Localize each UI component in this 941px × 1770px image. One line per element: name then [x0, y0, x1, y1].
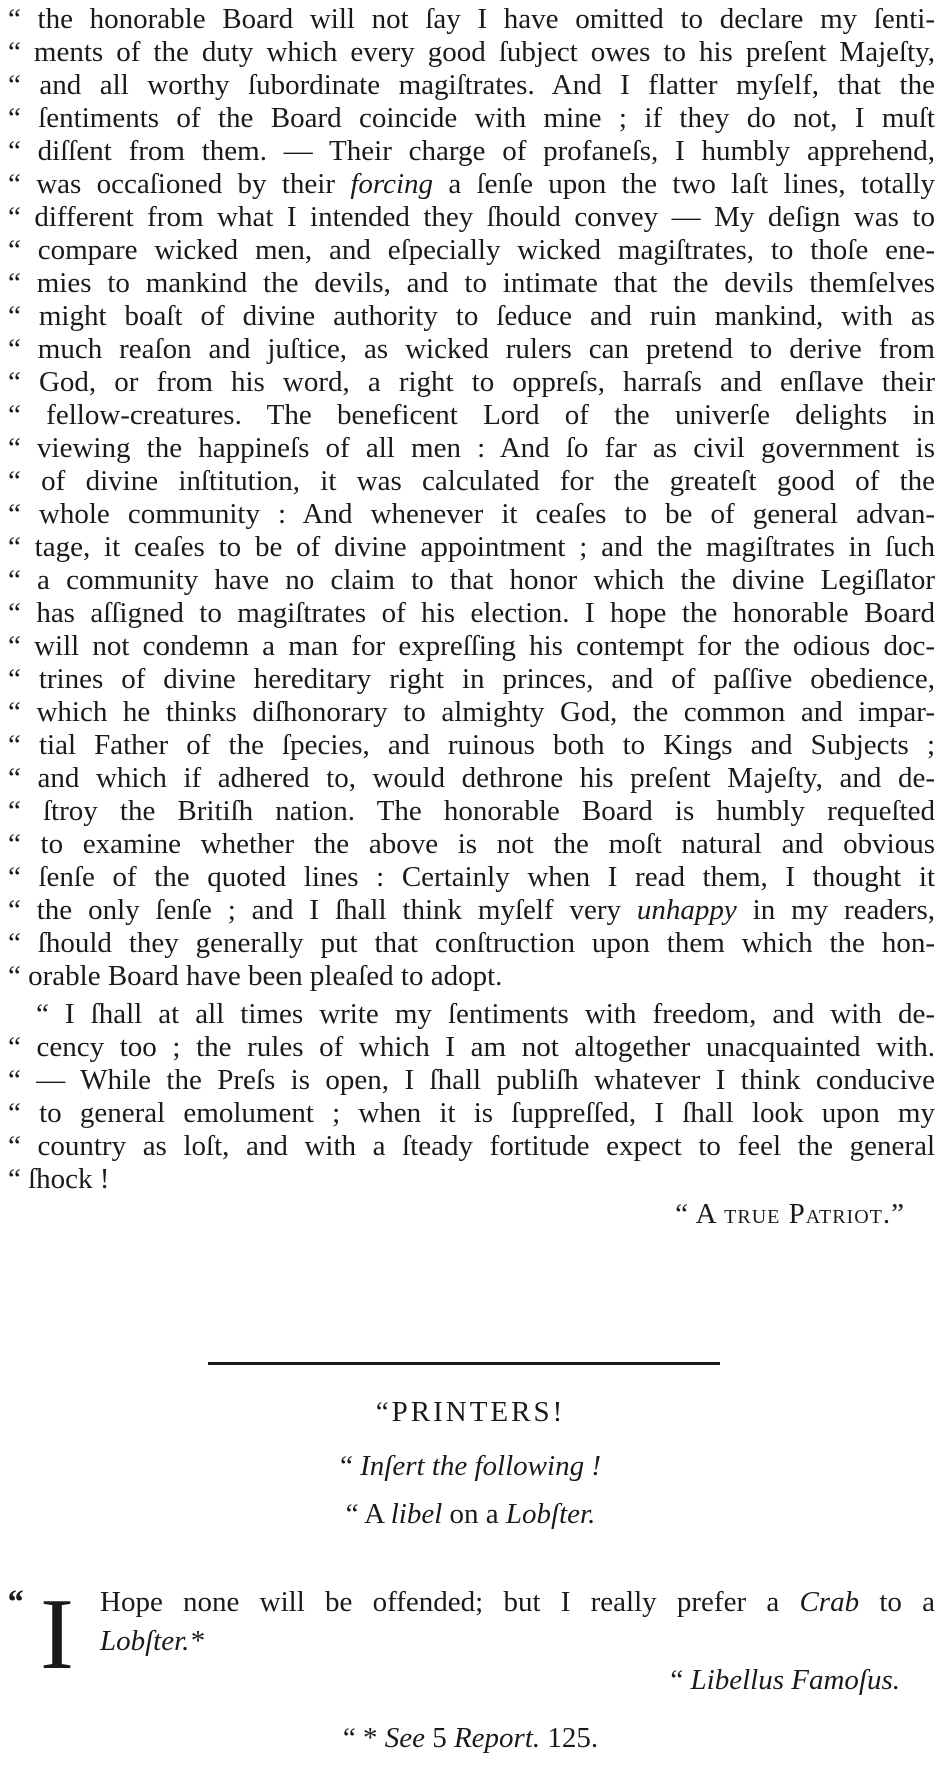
- letter-line-13: “ fellow-creatures. The beneficent Lord of the univerſe delights in: [8, 399, 935, 431]
- letter-line-28-start: “ the only ſenſe ; and I ſhall think myſelf very: [8, 894, 637, 926]
- letter-line-15: “ of divine inſtitution, it was calculated for the greateſt good of the: [8, 465, 935, 497]
- para2-line-3: “ — While the Preſs is open, I ſhall publiſh whatever I think conducive: [8, 1064, 935, 1096]
- para2-line-6: “ ſhock !: [8, 1163, 110, 1195]
- libel-title: [0, 1496, 941, 1532]
- attribution: Libellus Famoſus.: [690, 1664, 900, 1696]
- letter-line-1: “ the honorable Board will not ſay I have omitted to declare my ſenti-: [8, 3, 935, 35]
- letter-line-16: “ whole community : And whenever it ceaſes to be of general advan-: [8, 498, 935, 530]
- letter-line-6-end: a ſenſe upon the two laſt lines, totally: [433, 168, 936, 200]
- letter-line-17: “ tage, it ceaſes to be of divine appointment ; and the magiſtrates in ſuch: [8, 531, 935, 563]
- printers-heading: “PRINTERS!: [375, 1396, 566, 1428]
- letter-line-9: “ mies to mankind the devils, and to intimate that the devils themſelves: [8, 267, 935, 299]
- letter-line-21: “ trines of divine hereditary right in princes, and of paſſive obedience,: [8, 663, 935, 695]
- letter-line-14: “ viewing the happineſs of all men : And ſo far as civil government is: [8, 432, 935, 464]
- para2-line-1: “ I ſhall at all times write my ſentiments with freedom, and with de-: [36, 998, 935, 1030]
- letter-line-2: “ ments of the duty which every good ſubject owes to his preſent Majeſty,: [8, 36, 935, 68]
- insert-text: Inſert the following !: [360, 1450, 601, 1482]
- footnote-end: 125.: [540, 1722, 599, 1754]
- footnote-report: Report.: [453, 1722, 541, 1754]
- letter-line-28: [8, 892, 935, 928]
- drop-cap: I: [40, 1578, 74, 1691]
- para2-line-4: “ to general emolument ; when it is ſuppreſſed, I ſhall look upon my: [8, 1097, 935, 1129]
- libel-word: libel: [390, 1498, 443, 1530]
- para2-line-2: “ cency too ; the rules of which I am not altogether unacquainted with.: [8, 1031, 935, 1063]
- letter-line-30: “ orable Board have been pleaſed to adopt.: [8, 960, 503, 992]
- lobster-word: Lobſter.: [505, 1498, 596, 1530]
- libel-prefix: “ A: [345, 1498, 391, 1530]
- letter-line-29: “ ſhould they generally put that conſtruction upon them which the hon-: [8, 927, 935, 959]
- letter-line-3: “ and all worthy ſubordinate magiſtrates. And I flatter myſelf, that the: [8, 69, 935, 101]
- letter-line-10: “ might boaſt of divine authority to ſeduce and ruin mankind, with as: [8, 300, 935, 332]
- letter-line-27: “ ſenſe of the quoted lines : Certainly when I read them, I thought it: [8, 861, 935, 893]
- letter-line-6: [8, 166, 935, 202]
- libel-body-end: to a: [859, 1586, 935, 1618]
- letter-line-6-start: “ was occaſioned by their: [8, 168, 351, 200]
- letter-line-19: “ has aſſigned to magiſtrates of his election. I hope the honorable Board: [8, 597, 935, 629]
- section-divider: [208, 1362, 720, 1365]
- footnote-see: See: [384, 1722, 425, 1754]
- libel-mid: on a: [442, 1498, 506, 1530]
- letter-line-5: “ diſſent from them. — Their charge of profaneſs, I humbly apprehend,: [8, 135, 935, 167]
- libel-body-line-1: [100, 1584, 935, 1620]
- footnote-prefix: “ *: [342, 1722, 385, 1754]
- para2-line-5: “ country as loſt, and with a ſteady fortitude expect to feel the general: [8, 1130, 935, 1162]
- letter-line-11: “ much reaſon and juſtice, as wicked rulers can pretend to derive from: [8, 333, 935, 365]
- letter-line-8: “ compare wicked men, and eſpecially wicked magiſtrates, to thoſe ene-: [8, 234, 935, 266]
- crab-word: Crab: [799, 1586, 860, 1618]
- letter-line-7: “ different from what I intended they ſhould convey — My deſign was to: [8, 201, 935, 233]
- letter-line-12: “ God, or from his word, a right to oppreſs, harraſs and enſlave their: [8, 366, 935, 398]
- insert-line: [0, 1448, 941, 1484]
- signature: “ A true Patriot.”: [675, 1198, 905, 1230]
- letter-line-22: “ which he thinks diſhonorary to almighty God, the common and impar-: [8, 696, 935, 728]
- opening-quote-mark: “: [6, 1584, 23, 1621]
- attribution-line: [0, 1662, 900, 1698]
- libel-body-line-2: Lobſter.*: [100, 1625, 204, 1657]
- letter-line-23: “ tial Father of the ſpecies, and ruinous both to Kings and Subjects ;: [8, 729, 935, 761]
- letter-line-28-end: in my readers,: [736, 894, 935, 926]
- letter-line-26: “ to examine whether the above is not the moſt natural and obvious: [8, 828, 935, 860]
- letter-line-18: “ a community have no claim to that honor which the divine Legiſlator: [8, 564, 935, 596]
- unhappy-word: unhappy: [636, 894, 737, 926]
- attribution-quote: “: [670, 1664, 691, 1696]
- letter-line-25: “ ſtroy the Britiſh nation. The honorable Board is humbly requeſted: [8, 795, 935, 827]
- letter-line-4: “ ſentiments of the Board coincide with mine ; if they do not, I muſt: [8, 102, 935, 134]
- letter-line-24: “ and which if adhered to, would dethrone his preſent Majeſty, and de-: [8, 762, 935, 794]
- footnote-mid: 5: [424, 1722, 454, 1754]
- insert-quote: “: [340, 1450, 361, 1482]
- forcing-word: forcing: [350, 168, 434, 200]
- libel-body-start: Hope none will be offended; but I really prefer a: [100, 1586, 800, 1618]
- letter-line-20: “ will not condemn a man for expreſſing his contempt for the odious doc-: [8, 630, 935, 662]
- footnote: [0, 1720, 941, 1756]
